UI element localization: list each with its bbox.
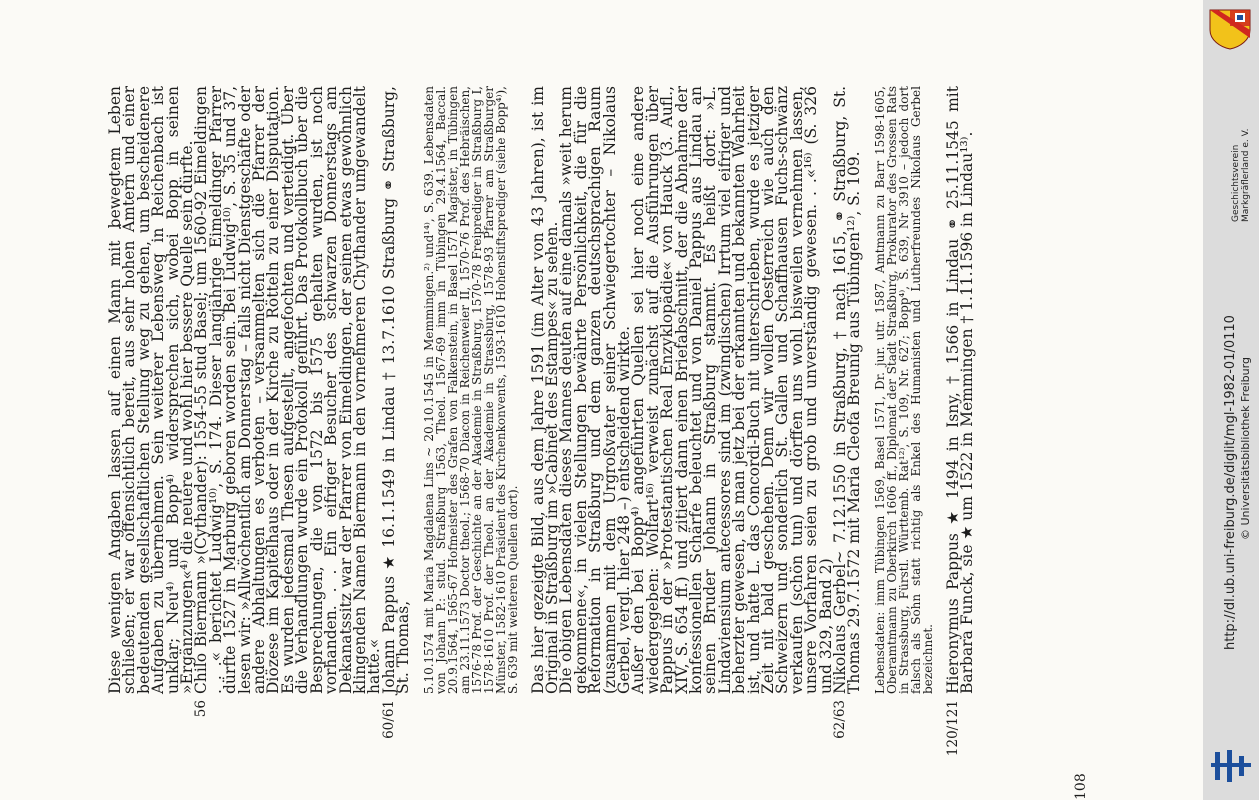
note-text: Johann Pappus ★ 16.1.1549 in Lindau † 13.7.1610 Straßburg ⚭ Straßburg, St. Thomas, [379, 86, 413, 694]
university-library-logo-icon [1209, 748, 1253, 784]
page-text-block [106, 86, 977, 757]
note-paragraph: Die obigen Lebensdaten dieses Mannes deuten auf eine damals »weit herum gekommene«, in vielen Stellungen bewährte Persönlichkeit, die für die Reformation in Straßburg und dem ganzen deutschsprachigen Raum (zusammen mit dem Urgroßvater seiner Schwiegertochter – Nikolaus Gerbel, vergl. hier 248 –) entscheidend wirkte. [557, 86, 633, 694]
note-number: 60/61 [380, 700, 397, 739]
note-text: Hieronymus Pappus ★ 1494 in Isny, † 1566 in Lindau ⚭ 25.11.1545 mit Barbara Funck, sie ★ um 1522 in Memmingen † 1.11.1596 in Lindau¹³⁾. [943, 86, 977, 694]
note-number: 56 [193, 700, 210, 718]
intro-paragraph: Diese wenigen Angaben lassen auf einen Mann mit bewegtem Leben schließen; er war offensichtlich bereit, aus sehr hohen Ämtern und einer bedeutenden gesellschaftlichen Stellung weg zu gehen, um bescheidenere Aufgaben zu übernehmen. Sein weiterer Lebensweg in Reichenbach ist unklar; Neu⁴⁾ und Bopp⁴⁾ widersprechen sich, wobei Bopp in seinen »Ergänzungen«⁴⁾ die neuere und wohl hier bessere Quelle sein dürfte. [106, 86, 197, 694]
note-text: Nikolaus Gerbel~ 7.12.1550 in Straßburg, † nach 1615, ⚭ Straßburg, St. Thomas 29.7.1572 mit Maria Cleofa Breunig aus Tübingen¹²⁾, S. 109. [831, 86, 864, 694]
coat-of-arms-icon [1207, 8, 1253, 50]
note-small-text: Lebensdaten: imm Tübingen 1569, Basel 1571, Dr. jur. utr. 1587, Amtmann zu Barr 1598-1605, Oberamtmann zu Oberkirch 1606 ff., Diplomat der Stadt Straßburg, Prokurator des Grossen Rats in Strassburg, Fürstl. Württemb. Rat¹²⁾, S. 109, Nr. 627; Bopp⁴⁾, S. 639, Nr 3910 – jedoch dort falsch als Sohn statt richtig als Enkel des Humanisten und Lutherfreundes Nikolaus Gerbel bezeichnet. [872, 86, 935, 694]
note-paragraph: Das hier gezeigte Bild, aus dem Jahre 1591 (im Alter von 43 Jahren), ist im Original in Straßburg im »Cabinet des Estampes« zu sehen. [528, 86, 561, 694]
copyright-text: © Universitätsbibliothek Freiburg [1239, 357, 1252, 540]
society-name: Geschichtsverein Markgräflerland e. V. [1231, 128, 1251, 222]
note-120-121 [943, 86, 977, 757]
note-56 [192, 86, 384, 718]
library-sidebar [1203, 0, 1259, 800]
note-small-text: 5.10.1574 mit Maria Magdalena Lins ~ 20.10.1545 in Memmingen.²⁾ und¹⁴⁾, S. 639. Lebensdaten von Johann P.: stud. Straßburg 1563, Theol. 1567-69 imm in Tübingen 29.4.1564, Baccal. 20.9.1564, 1565-67 Hofmeister des Grafen von Falkenstein, in Basel 1571 Magister, in Tübingen am 23.11.1573 Doctor theol.; 1568-70 Diacon in Reichenweier II, 1570-76 Prof. des Hebräischen, 1576-78 Prof. der Geschichte an der Akademie in Straßburg, 1570-78 Freiprediger in Straßburg I, 1578-1610 Prof. der Theol. an der Akademie in Strassburg, 1578-93 Pfarrer am Straßburger Münster, 1582-1610 Präsident des Kirchenkonvents, 1593-1610 Hohenstiftsprediger (siehe Bopp⁴⁾), S. 639 mit weiteren Quellen dort). [421, 86, 520, 694]
permalink-url[interactable]: http://dl.ub.uni-freiburg.de/diglit/mgl-1982-01/0110 [1223, 315, 1238, 650]
note-60-61 [379, 86, 835, 739]
note-text: Chilo Biermann »(Cythander): 1554-55 stud Basel; um 1560-92 Eimeldingen . . .« berichtet Ludwig¹⁰⁾, S. 174. Dieser langjährige Eimeldinger Pfarrer dürfte 1527 in Marburg geboren worden sein. Bei Ludwig¹⁰⁾, S. 35 und 37, lesen wir: »Allwöchentlich am Donnerstag – falls nicht Dienstgeschäfte oder andere Abhaltungen es verboten – versammelten sich die Pfarrer der Diözese im Kapitelhaus oder in der Kirche zu Rötteln zu einer Disputation. Es wurden jedesmal Thesen aufgestellt, angefochten und verteidigt. Über die Verhandlungen wurde ein Protokoll geführt. Das Protokollbuch über die Besprechungen, die von 1572 bis 1575 gehalten wurden, ist noch vorhanden. . . Ein eifriger Besucher des schwarzen Donnerstags am Dekanatssitz war der Pfarrer von Eimeldingen, der seinen etwas gewöhnlich klingenden Namen Biermann in den vornehmeren Chythander umgewandelt hatte.« [192, 86, 384, 694]
note-number: 120/121 [944, 700, 961, 757]
page-number: 108 [1073, 773, 1089, 800]
note-62-63 [831, 86, 946, 739]
note-number: 62/63 [832, 700, 849, 739]
note-paragraph: Außer den bei Bopp⁴⁾ angeführten Quellen sei hier noch eine andere wiedergegeben: Wolfart¹⁶⁾ verweist zunächst auf die Ausführungen über Pappus in der »Protestantischen Real Enzyklopädie« von Hauck (3. Aufl., XIV, S. 654 ff.) und zitiert dann einen Briefabschnitt, der die Abnahme der konfessionellen Schärfe beleuchtet und von Daniel Pappus aus Lindau an seinen Bruder Johann in Straßburg stammt. Es heißt dort: »L. Lindaviensium antecessores sind im (zwinglischen) Irrtum viel eifriger und beherzter gewesen, als man jetz bei der erkannten und bekannten Wahrheit ist, und hatte L. das Concordi-Buch nit unterschrieben, wurde es jetziger Zeit nit bald geschehen. Denn wir wollen Oesterreich wie auch den Schweizern und sonderlich St. Gallen und Schaffhausen Fuchs-schwänz verkaufen (schön tun) und dörffen uns wohl bisweilen vernehmen lassen, unsere Vorfahren seien zu grob und unverständig gewesen. . .«¹⁶⁾ (S. 326 und 329, Band 2) [629, 86, 835, 694]
